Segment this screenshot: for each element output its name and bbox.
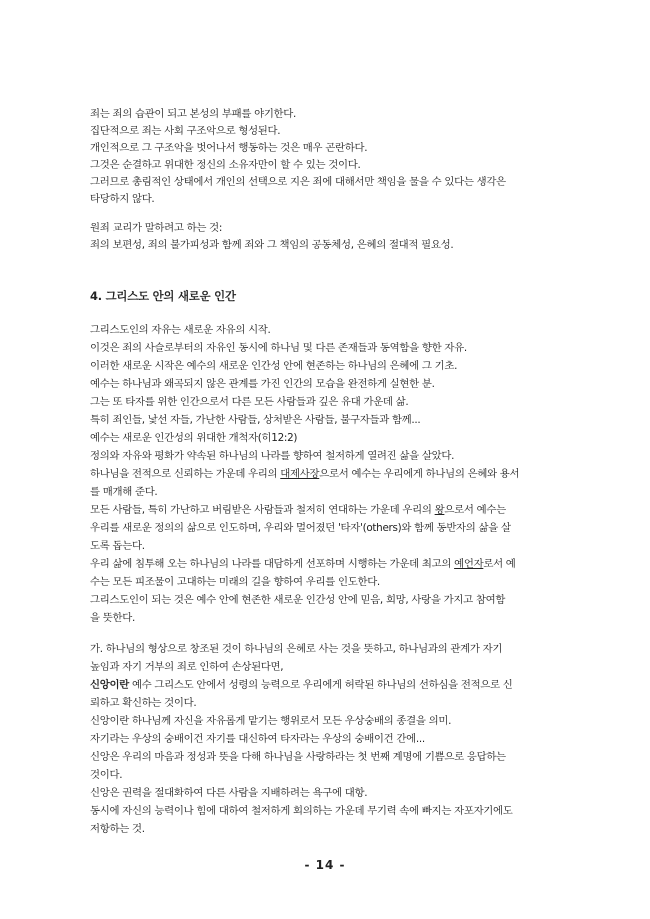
text-line: 그리스도인의 자유는 새로운 자유의 시작. <box>90 324 271 336</box>
underlined-term-king: 왕 <box>434 504 445 516</box>
text-line: 수는 모든 피조물이 고대하는 미래의 길을 향하여 우리를 인도한다. <box>90 576 380 588</box>
text-span: 예수 그리스도 안에서 성령의 능력으로 우리에게 허락된 하나님의 선하심을 전적으로 신 <box>128 679 513 691</box>
text-line: 예수는 하나님과 왜곡되지 않은 관계를 가진 인간의 모습을 완전하게 실현한 분. <box>90 378 435 390</box>
text-line: 뢰하고 확신하는 것이다. <box>90 697 197 709</box>
text-span: 하나님을 전적으로 신뢰하는 가운데 우리의 <box>90 468 281 480</box>
text-line: 저항하는 것. <box>90 823 145 835</box>
text-line: 가. 하나님의 형상으로 창조된 것이 하나님의 은혜로 사는 것을 뜻하고, 하나님과의 관계가 자기 <box>90 643 503 655</box>
text-line: 그러므로 총림적인 상태에서 개인의 선택으로 지은 죄에 대해서만 책임을 물을 수 있다는 생각은 <box>90 176 506 188</box>
text-span: 로서 예 <box>483 558 516 570</box>
text-line: 그는 또 타자를 위한 인간으로서 다른 모든 사람들과 깊은 유대 가운데 삶. <box>90 396 409 408</box>
text-span: 우리 삶에 침투해 오는 하나님의 나라를 대담하게 선포하며 시행하는 가운데 최고의 <box>90 558 455 570</box>
text-line: 신앙이란 하나님께 자신을 자유롭게 맡기는 행위로서 모든 우상숭배의 종결을 의미. <box>90 715 452 727</box>
text-line: 을 뜻한다. <box>90 612 135 624</box>
text-line: 원죄 교리가 말하려고 하는 것: <box>90 222 223 234</box>
underlined-term-high-priest: 대제사장 <box>280 468 320 480</box>
text-line: 특히 죄인들, 낯선 자들, 가난한 사람들, 상처받은 사람들, 불구자들과 함께... <box>90 414 421 426</box>
text-line <box>90 467 568 481</box>
text-line <box>90 678 568 692</box>
text-line: 이것은 죄의 사슬로부터의 자유인 동시에 하나님 및 다른 존재들과 동역함을 향한 자유. <box>90 342 467 354</box>
text-line: 죄는 죄의 습관이 되고 본성의 부패를 야기한다. <box>90 108 297 120</box>
text-line: 그것은 순결하고 위대한 정신의 소유자만이 할 수 있는 것이다. <box>90 159 361 171</box>
text-line: 신앙은 권력을 절대화하여 다른 사람을 지배하려는 욕구에 대항. <box>90 787 368 799</box>
underlined-term-prophet: 예언자 <box>454 558 484 570</box>
text-span: 으로서 예수는 <box>444 504 506 516</box>
text-line: 죄의 보편성, 죄의 불가피성과 함께 죄와 그 책임의 공동체성, 은혜의 절대적 필요성. <box>90 239 454 251</box>
text-line: 것이다. <box>90 769 123 781</box>
text-line: 타당하지 않다. <box>90 193 155 205</box>
bold-term-faith: 신앙이란 <box>90 679 129 691</box>
text-line <box>90 503 568 517</box>
text-line: 동시에 자신의 능력이나 힘에 대하여 철저하게 회의하는 가운데 무기력 속에 빠지는 자포자기에도 <box>90 805 513 817</box>
text-line: 정의와 자유와 평화가 약속된 하나님의 나라를 향하여 철저하게 열려진 삶을 살았다. <box>90 450 455 462</box>
text-line: 높임과 자기 거부의 죄로 인하여 손상된다면, <box>90 661 284 673</box>
text-line: 신앙은 우리의 마음과 정성과 뜻을 다해 하나님을 사랑하라는 첫 번째 계명에 기쁨으로 응답하는 <box>90 751 506 763</box>
section-heading: 4. 그리스도 안의 새로운 인간 <box>90 289 236 303</box>
text-line: 개인적으로 그 구조악을 벗어나서 행동하는 것은 매우 곤란하다. <box>90 142 368 154</box>
text-line: 자기라는 우상의 숭배이건 자기를 대신하여 타자라는 우상의 숭배이건 간에... <box>90 733 425 745</box>
text-line <box>90 557 568 571</box>
text-span: 모든 사람들, 특히 가난하고 버림받은 사람들과 철저히 연대하는 가운데 우리의 <box>90 504 435 516</box>
text-line: 예수는 새로운 인간성의 위대한 개척자(히12:2) <box>90 432 298 444</box>
page-number: - 14 - <box>304 858 346 872</box>
text-line: 도록 돕는다. <box>90 540 145 552</box>
text-line: 이러한 새로운 시작은 예수의 새로운 인간성 안에 현존하는 하나님의 은혜에 그 기초. <box>90 360 458 372</box>
text-span: 으로서 예수는 우리에게 하나님의 은혜와 용서 <box>319 468 520 480</box>
text-line: 집단적으로 죄는 사회 구조악으로 형성된다. <box>90 125 281 137</box>
text-line: 그리스도인이 되는 것은 예수 안에 현존한 새로운 인간성 안에 믿음, 희망, 사랑을 가지고 참여함 <box>90 594 506 606</box>
text-line: 를 매개해 준다. <box>90 486 158 498</box>
text-line: 우리를 새로운 정의의 삶으로 인도하며, 우리와 멀어졌던 '타자'(others)와 함께 동반자의 삶을 살 <box>90 522 511 534</box>
